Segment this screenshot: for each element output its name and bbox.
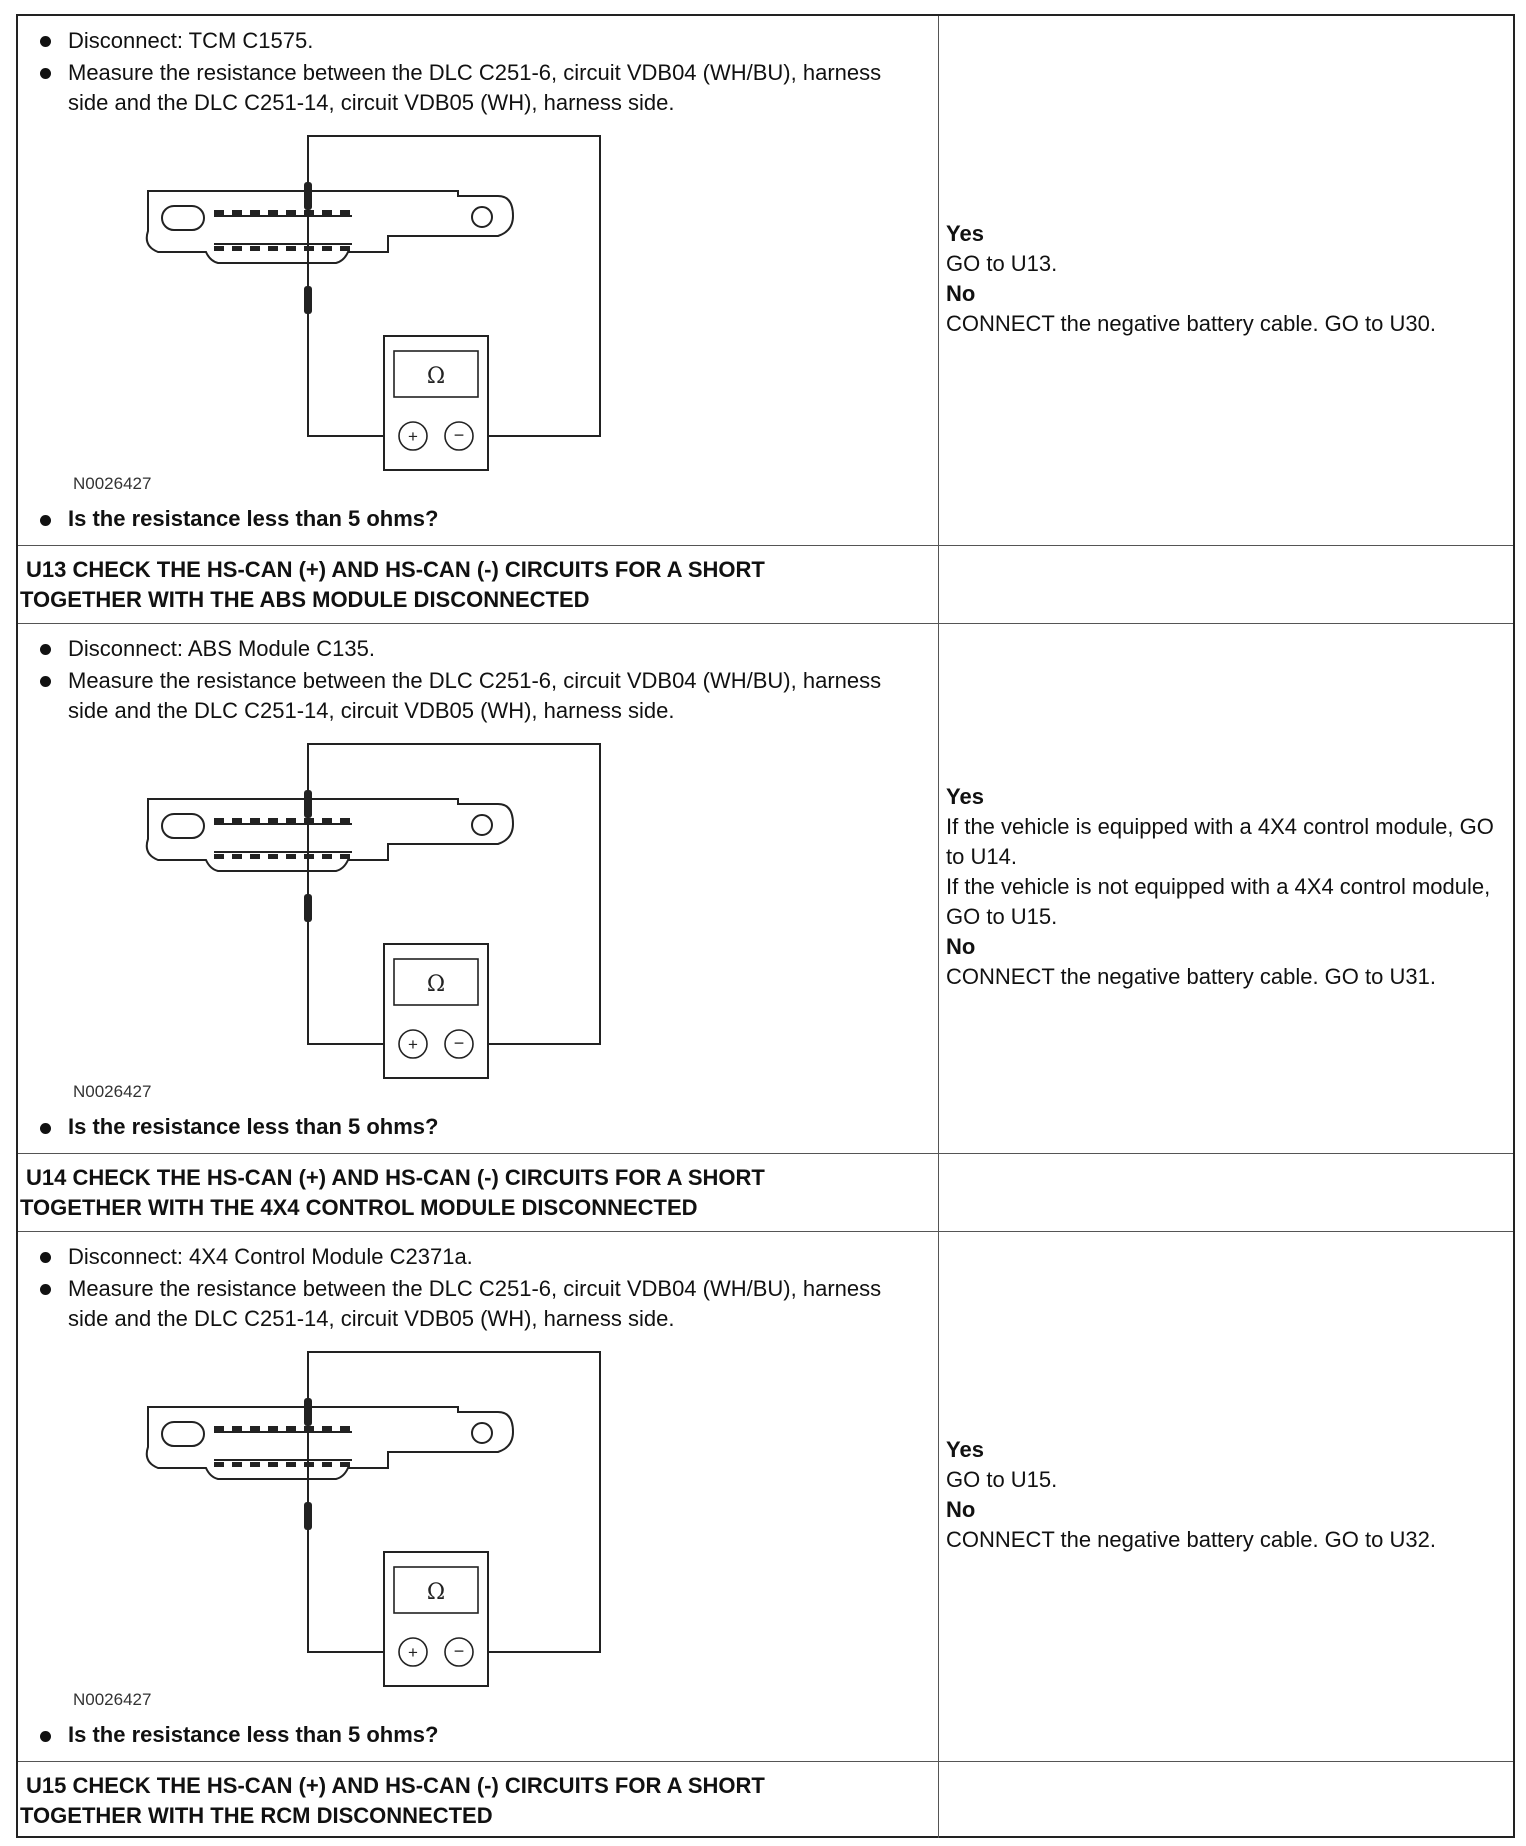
no-action: CONNECT the negative battery cable. GO to U31. bbox=[946, 964, 1436, 989]
heading-cell bbox=[18, 1762, 939, 1838]
no-label: No bbox=[946, 934, 976, 959]
svg-text:+: + bbox=[408, 427, 418, 446]
step-instructions bbox=[18, 1232, 939, 1761]
no-action: CONNECT the negative battery cable. GO to U32. bbox=[946, 1527, 1436, 1552]
question: Is the resistance less than 5 ohms? bbox=[36, 1722, 438, 1748]
svg-text:−: − bbox=[453, 1641, 465, 1661]
instruction-item: Measure the resistance between the DLC C251-6, circuit VDB04 (WH/BU), harness side and the DLC C251-14, circuit VDB05 (WH), harness side. bbox=[36, 58, 926, 118]
yes-action: GO to U15. bbox=[946, 1467, 1058, 1492]
heading-line-2: TOGETHER WITH THE ABS MODULE DISCONNECTED bbox=[20, 587, 590, 612]
procedure-table bbox=[16, 14, 1515, 1838]
svg-text:−: − bbox=[453, 1033, 465, 1053]
instruction-list bbox=[36, 634, 926, 728]
figure-id: N0026427 bbox=[73, 1690, 152, 1709]
ohm-symbol: Ω bbox=[426, 364, 446, 389]
yes-label: Yes bbox=[946, 784, 984, 809]
ohm-symbol: Ω bbox=[426, 1580, 446, 1605]
step-heading bbox=[20, 555, 920, 615]
question: Is the resistance less than 5 ohms? bbox=[36, 1114, 438, 1140]
question: Is the resistance less than 5 ohms? bbox=[36, 506, 438, 532]
step-results bbox=[939, 16, 1513, 545]
heading-cell bbox=[18, 546, 939, 623]
heading-empty-cell bbox=[939, 1762, 1513, 1838]
heading-line-2: TOGETHER WITH THE RCM DISCONNECTED bbox=[20, 1803, 493, 1828]
step-heading-row-u13 bbox=[18, 546, 1513, 624]
step-heading-row-u14 bbox=[18, 1154, 1513, 1232]
instruction-item: Disconnect: TCM C1575. bbox=[36, 26, 926, 56]
instruction-list bbox=[36, 26, 926, 120]
step-row-3 bbox=[18, 1232, 1513, 1762]
heading-line-1: U13 CHECK THE HS-CAN (+) AND HS-CAN (-) CIRCUITS FOR A SHORT bbox=[26, 557, 765, 582]
dlc-resistance-diagram bbox=[148, 744, 618, 1054]
figure-id: N0026427 bbox=[73, 474, 152, 493]
no-label: No bbox=[946, 281, 976, 306]
result-block bbox=[946, 219, 1516, 339]
figure-id: N0026427 bbox=[73, 1082, 152, 1101]
step-row-2 bbox=[18, 624, 1513, 1154]
heading-cell bbox=[18, 1154, 939, 1231]
ohm-symbol: Ω bbox=[426, 972, 446, 997]
result-block bbox=[946, 782, 1516, 992]
step-instructions bbox=[18, 624, 939, 1153]
svg-text:−: − bbox=[453, 425, 465, 445]
heading-line-2: TOGETHER WITH THE 4X4 CONTROL MODULE DISCONNECTED bbox=[20, 1195, 698, 1220]
instruction-item: Disconnect: 4X4 Control Module C2371a. bbox=[36, 1242, 926, 1272]
dlc-resistance-diagram bbox=[148, 1352, 618, 1662]
no-label: No bbox=[946, 1497, 976, 1522]
heading-empty-cell bbox=[939, 1154, 1513, 1231]
no-action: CONNECT the negative battery cable. GO to U30. bbox=[946, 311, 1436, 336]
yes-label: Yes bbox=[946, 221, 984, 246]
instruction-item: Disconnect: ABS Module C135. bbox=[36, 634, 926, 664]
svg-text:+: + bbox=[408, 1643, 418, 1662]
instruction-list bbox=[36, 1242, 926, 1336]
step-heading-row-u15 bbox=[18, 1762, 1513, 1838]
heading-line-1: U14 CHECK THE HS-CAN (+) AND HS-CAN (-) CIRCUITS FOR A SHORT bbox=[26, 1165, 765, 1190]
instruction-item: Measure the resistance between the DLC C251-6, circuit VDB04 (WH/BU), harness side and the DLC C251-14, circuit VDB05 (WH), harness side. bbox=[36, 1274, 926, 1334]
yes-action: If the vehicle is equipped with a 4X4 control module, GO to U14. bbox=[946, 814, 1494, 869]
step-row-1 bbox=[18, 16, 1513, 546]
step-heading bbox=[20, 1771, 920, 1831]
svg-text:+: + bbox=[408, 1035, 418, 1054]
instruction-item: Measure the resistance between the DLC C251-6, circuit VDB04 (WH/BU), harness side and the DLC C251-14, circuit VDB05 (WH), harness side. bbox=[36, 666, 926, 726]
step-instructions bbox=[18, 16, 939, 545]
result-block bbox=[946, 1435, 1516, 1555]
step-results bbox=[939, 624, 1513, 1153]
yes-action: GO to U13. bbox=[946, 251, 1058, 276]
heading-line-1: U15 CHECK THE HS-CAN (+) AND HS-CAN (-) CIRCUITS FOR A SHORT bbox=[26, 1773, 765, 1798]
step-results bbox=[939, 1232, 1513, 1761]
yes-action: If the vehicle is not equipped with a 4X4 control module, GO to U15. bbox=[946, 874, 1491, 929]
step-heading bbox=[20, 1163, 920, 1223]
dlc-resistance-diagram bbox=[148, 136, 618, 446]
yes-label: Yes bbox=[946, 1437, 984, 1462]
heading-empty-cell bbox=[939, 546, 1513, 623]
